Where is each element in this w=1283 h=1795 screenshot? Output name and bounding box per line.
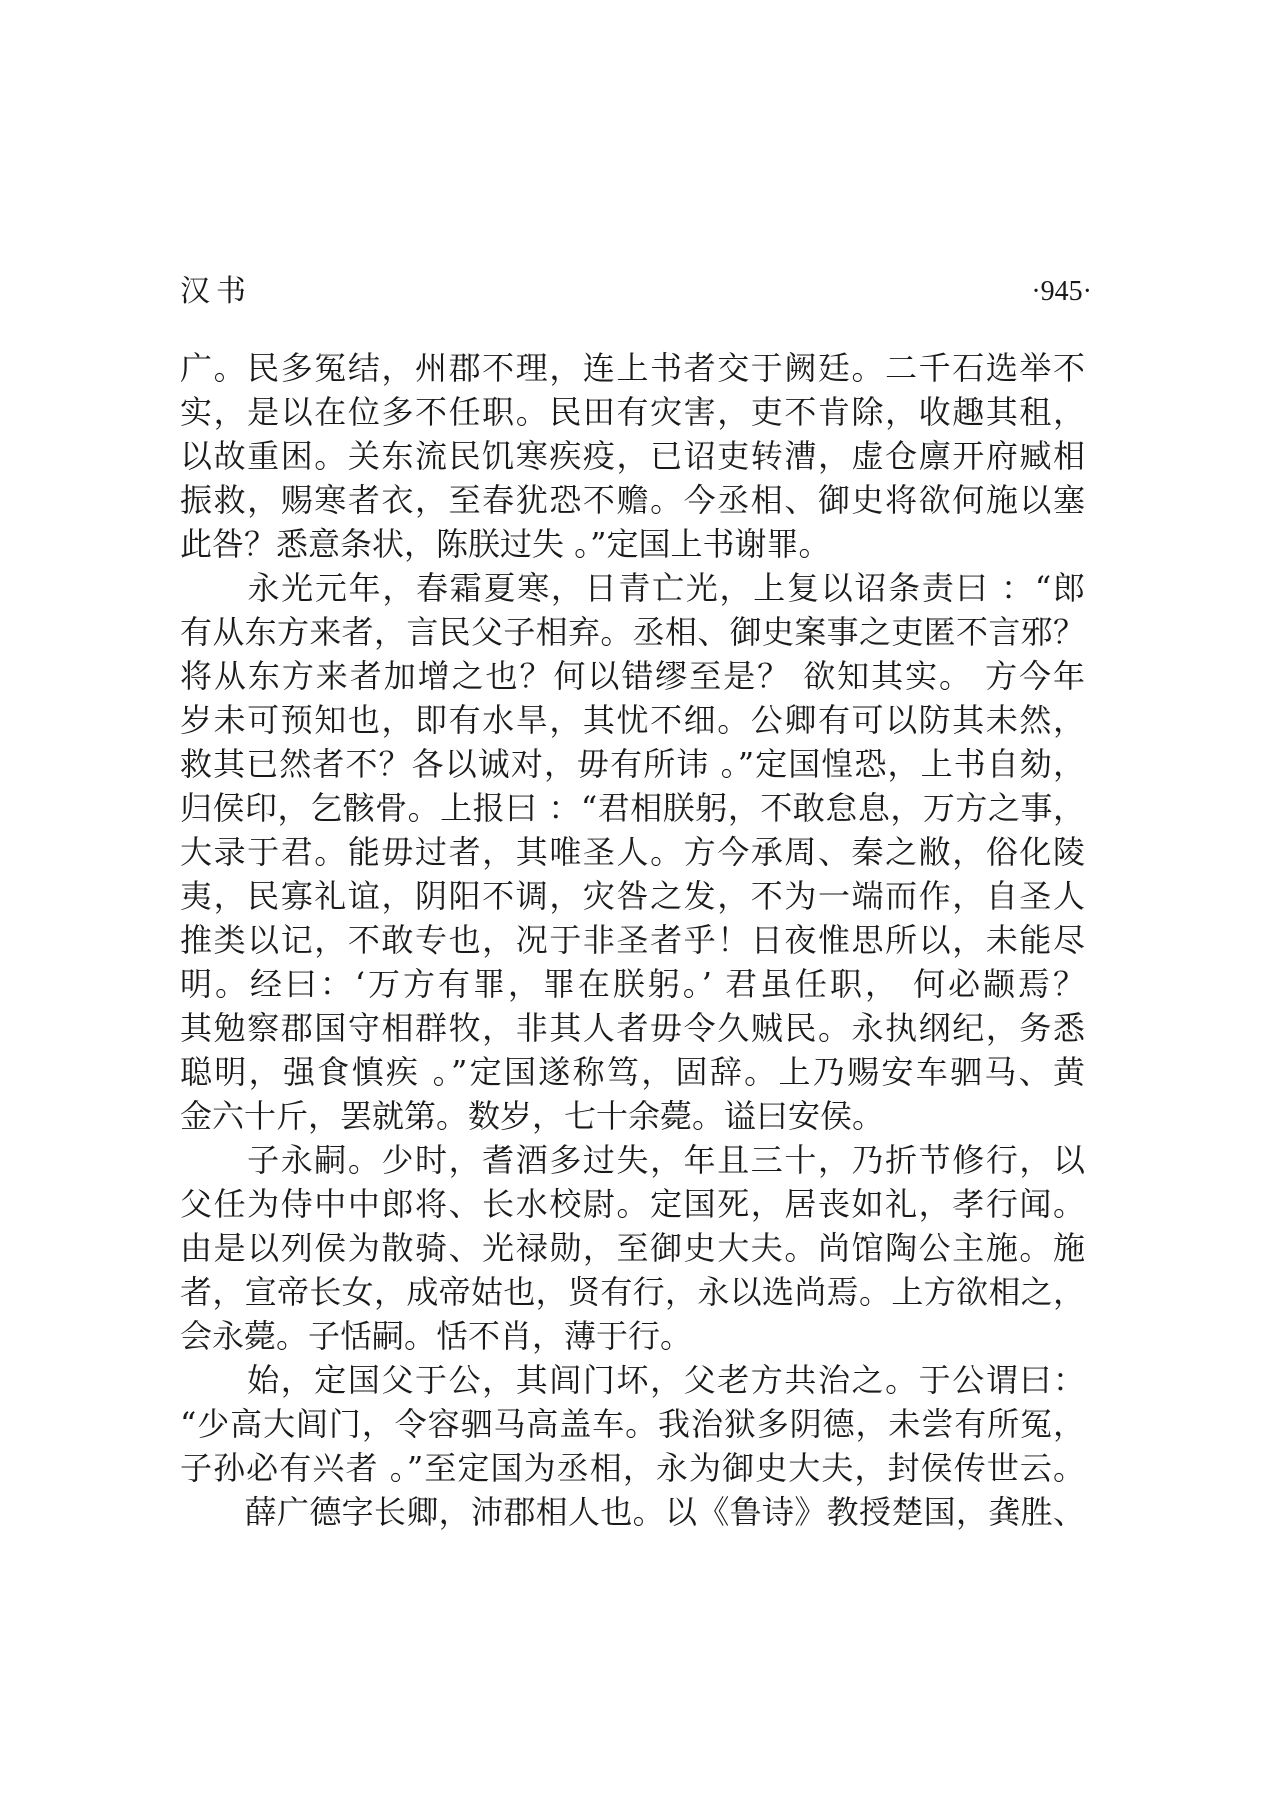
text-line: 由是以列侯为散骑、光禄勋，至御史大夫。尚馆陶公主施。施	[180, 1229, 1085, 1267]
text-line: 其勉察郡国守相群牧，非其人者毋令久贼民。永执纲纪，务悉	[180, 1009, 1085, 1047]
book-title: 汉书	[180, 274, 252, 309]
text-line: 有从东方来者，言民父子相弃。丞相、御史案事之吏匿不言邪？	[180, 613, 1085, 651]
text-line: 以故重困。关东流民饥寒疾疫，已诏吏转漕，虚仓廪开府臧相	[180, 437, 1085, 475]
page-number: ·945·	[1031, 276, 1092, 307]
text-line: 振救，赐寒者衣，至春犹恐不赡。今丞相、御史将欲何施以塞	[180, 481, 1085, 519]
text-line: “少高大闾门，令容驷马高盖车。我治狱多阴德，未尝有所冤，	[180, 1405, 1085, 1443]
text-line: 聪明，强食慎疾 。”定国遂称笃，固辞。上乃赐安车驷马、黄	[180, 1053, 1085, 1091]
text-line: 永光元年，春霜夏寒，日青亡光，上复以诏条责曰 ：“郎	[180, 569, 1085, 607]
text-line: 金六十斤，罢就第。数岁，七十余薨。谥曰安侯。	[180, 1097, 885, 1135]
text-body	[180, 346, 1085, 1534]
text-line: 将从东方来者加增之也？何以错缪至是？ 欲知其实。 方今年	[180, 657, 1085, 695]
text-line: 救其已然者不？各以诚对，毋有所讳 。”定国惶恐，上书自劾，	[180, 745, 1085, 783]
text-line: 会永薨。子恬嗣。恬不肖，薄于行。	[180, 1317, 693, 1355]
text-line: 实，是以在位多不任职。民田有灾害，吏不肯除，收趣其租，	[180, 393, 1085, 431]
text-line: 始，定国父于公，其闾门坏，父老方共治之。于公谓曰：	[180, 1361, 1085, 1399]
text-line: 子永嗣。少时，耆酒多过失，年且三十，乃折节修行，以	[180, 1141, 1085, 1179]
text-line: 此咎？悉意条状，陈朕过失 。”定国上书谢罪。	[180, 525, 831, 563]
text-line: 明。经曰：‘万方有罪，罪在朕躬。’ 君虽任职， 何必颛焉？	[180, 965, 1085, 1003]
text-line: 者，宣帝长女，成帝姑也，贤有行，永以选尚焉。上方欲相之，	[180, 1273, 1085, 1311]
text-line: 岁未可预知也，即有水旱，其忧不细。公卿有可以防其未然，	[180, 701, 1085, 739]
text-line: 归侯印，乞骸骨。上报曰 ：“君相朕躬，不敢怠息，万方之事，	[180, 789, 1085, 827]
text-line: 夷，民寡礼谊，阴阳不调，灾咎之发，不为一端而作，自圣人	[180, 877, 1085, 915]
text-line: 推类以记，不敢专也，况于非圣者乎！日夜惟思所以，未能尽	[180, 921, 1085, 959]
page-header	[180, 270, 1092, 314]
text-line: 父任为侍中中郎将、长水校尉。定国死，居丧如礼，孝行闻。	[180, 1185, 1085, 1223]
text-line: 子孙必有兴者 。”至定国为丞相，永为御史大夫，封侯传世云。	[180, 1449, 1085, 1487]
text-line: 大录于君。能毋过者，其唯圣人。方今承周、秦之敝，俗化陵	[180, 833, 1085, 871]
text-line: 广。民多冤结，州郡不理，连上书者交于阙廷。二千石选举不	[180, 349, 1085, 387]
text-line: 薛广德字长卿，沛郡相人也。以《鲁诗》教授楚国，龚胜、	[180, 1493, 1085, 1531]
